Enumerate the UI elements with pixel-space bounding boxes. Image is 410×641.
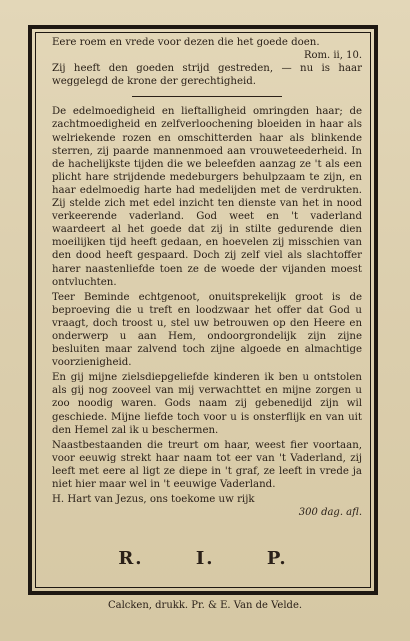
rip-letter-i: I. <box>195 548 215 569</box>
paragraph-relatives: Naastbestaanden die treurt om haar, weest fier voortaan, voor eeuwig strekt haar naam tot eer van 't Vaderland, zij leeft met eere al ligt ze diepe in 't graf, ze leeft in vrede ja niet hier maar wel in 't eeuwige Vaderland. <box>52 439 362 490</box>
card-text <box>52 36 362 519</box>
rip-letter-r: R. <box>118 548 144 569</box>
prayer-line: H. Hart van Jezus, ons toekome uw rijk <box>52 494 255 506</box>
paragraph-tribute: De edelmoedigheid en lieftalligheid omringden haar; de zachtmoedigheid en zelfverloochening bloeiden in haar als welriekende rozen en omschitterden haar als blinkende sterren, zij paarde mannenmoed aan vrouweteederheid. In de hachelijkste tijden die we beleefden aanzag ze 't als een plicht hare strijdende medeburgers behulpzaam te zijn, en haar edelmoedig harte had medelijden met de verdrukten. Zij stelde zich met edel inzicht ten dienste van het in nood verkeerende vaderland. God weet en 't vaderland waardeert al het goede dat zij in stilte gedurende dien moeilijken tijd heeft gedaan, en hoevelen zij misschien van den dood heeft gespaard. Doch zij zelf viel als slachtoffer harer naastenliefde toen ze de woede der vijanden moest ontvluchten. <box>52 106 362 288</box>
paragraph-children: En gij mijne zielsdiepgeliefde kinderen ik ben u ontstolen als gij nog zooveel van mij verwachttet en mijne zorgen u zoo noodig waren. Gods naam zij gebenedijd zijn wil geschiede. Mijne liefde toch voor u is onsterflijk en van uit den Hemel zal ik u beschermen. <box>52 372 362 436</box>
divider-line <box>132 96 282 97</box>
paragraph-spouse: Teer Beminde echtgenoot, onuitsprekelijk groot is de beproeving die u treft en loodzwaar het offer dat God u vraagt, doch troost u, stel uw betrouwen op den Heere en onderwerp u aan Hem, ondoorgrondelijk zijn zijne besluiten maar zalvend toch zijne algoede en almachtige voorzienigheid. <box>52 291 362 369</box>
indulgence-note: 300 dag. afl. <box>298 507 362 519</box>
epigraph-quote: Zij heeft den goeden strijd gestreden, — nu is haar weggelegd de krone der gerechtigheid. <box>52 63 362 88</box>
printer-imprint: Calcken, drukk. Pr. & E. Van de Velde. <box>107 600 303 611</box>
epigraph-line: Eere roem en vrede voor dezen die het goede doen. <box>52 37 320 48</box>
scripture-reference: Rom. ii, 10. <box>303 50 362 62</box>
rip-letter-p: P. <box>266 548 288 569</box>
rip-inscription <box>35 548 371 569</box>
